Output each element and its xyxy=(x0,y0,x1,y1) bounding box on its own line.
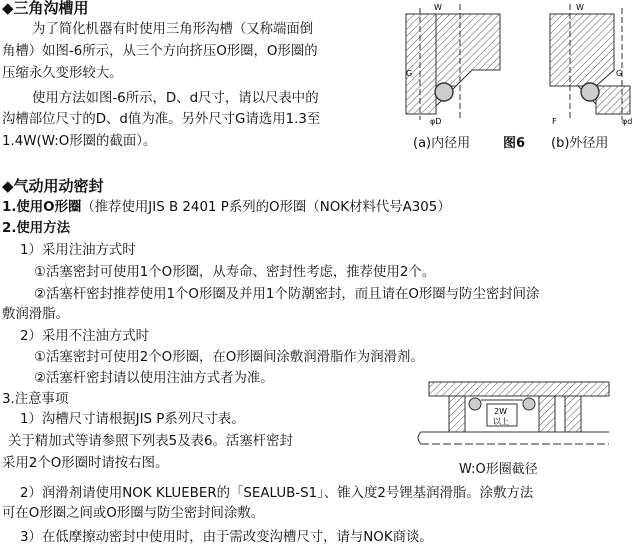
section1-para2-line3: 1.4W(W:O形圈的截面）。 xyxy=(2,134,157,149)
method2-b: ②活塞杆密封请以使用注油方式者为准。 xyxy=(34,371,274,386)
item3-title: 3.注意事项 xyxy=(2,392,69,407)
label-g-b: G xyxy=(616,69,623,78)
method1-b: ②活塞杆密封推荐使用1个O形圈及并用1个防潮密封，而且请在O形圈与防尘密封间涂 xyxy=(34,287,540,302)
method2-a: ①活塞密封可使用2个O形圈，在O形圈间涂敷润滑脂作为润滑剂。 xyxy=(34,350,424,365)
label-w-b: W xyxy=(576,3,584,12)
note2: 2）润滑剂请使用NOK KLUEBER的「SEALUB-S1」、锥入度2号锂基润滑脂。涂敷方法 xyxy=(20,486,534,501)
label-g-a: G xyxy=(406,69,413,78)
section1-para1-line2: 角槽）如图-6所示，从三个方向挤压O形圈，O形圈的 xyxy=(2,44,318,59)
section1-para1-line1: 为了简化机器有时使用三角形沟槽（又称端面倒 xyxy=(32,22,314,37)
note1-cont1: 关于精加式等请参照下列表5及表6。活塞杆密封 xyxy=(8,434,293,449)
note3: 3）在低摩擦动密封中使用时，由于需改变沟槽尺寸，请与NOK商谈。 xyxy=(20,530,433,545)
label-yishang: 以上 xyxy=(493,417,509,426)
label-2w: 2W xyxy=(494,407,507,416)
section1-para2-line1: 使用方法如图-6所示，D、d尺寸，请以尺表中的 xyxy=(32,91,319,106)
figure-b-outer xyxy=(550,3,632,126)
section2-heading: ◆气动用动密封 xyxy=(2,177,104,195)
fig6-caption-title: 图6 xyxy=(503,136,526,151)
method2-title: 2）采用不注油方式时 xyxy=(20,329,150,344)
section1-para1-line3: 压缩永久变形较大。 xyxy=(2,66,123,81)
item1-line xyxy=(2,198,451,218)
figure-a-inner xyxy=(406,3,500,126)
method1-b-cont: 敷润滑脂。 xyxy=(2,307,69,322)
item2-title: 2.使用方法 xyxy=(2,221,70,236)
note1: 1）沟槽尺寸请根据JIS P系列尺寸表。 xyxy=(20,412,245,427)
fig6-caption-left: (a)内径用 xyxy=(413,136,471,151)
rod-seal-caption: W:O形圈截径 xyxy=(459,462,538,477)
method1-a: ①活塞密封可使用1个O形圈，从寿命、密封性考虑，推荐使用2个。 xyxy=(34,265,436,280)
note2-cont: 可在O形圈之间或O形圈与防尘密封间涂敷。 xyxy=(2,506,265,521)
label-w-a: W xyxy=(434,3,442,12)
rod-seal-diagram xyxy=(415,380,615,458)
label-d-a: φD xyxy=(430,117,442,126)
item1-title: 1.使用O形圈 xyxy=(2,200,82,215)
fig6-caption-right: (b)外径用 xyxy=(551,136,609,151)
label-f-b: F xyxy=(552,117,557,126)
section1-heading: ◆三角沟槽用 xyxy=(2,0,89,17)
note1-cont2: 采用2个O形圈时请按右图。 xyxy=(2,456,169,471)
triangle-groove-diagram xyxy=(400,0,640,128)
method1-title: 1）采用注油方式时 xyxy=(20,243,136,258)
label-d-b: φd xyxy=(622,117,633,126)
item1-note: （推荐使用JIS B 2401 P系列的O形圈（NOK材料代号A305） xyxy=(81,200,451,215)
section1-para2-line2: 沟槽部位尺寸的D、d值为准。另外尺寸G请选用1.3至 xyxy=(2,112,321,127)
